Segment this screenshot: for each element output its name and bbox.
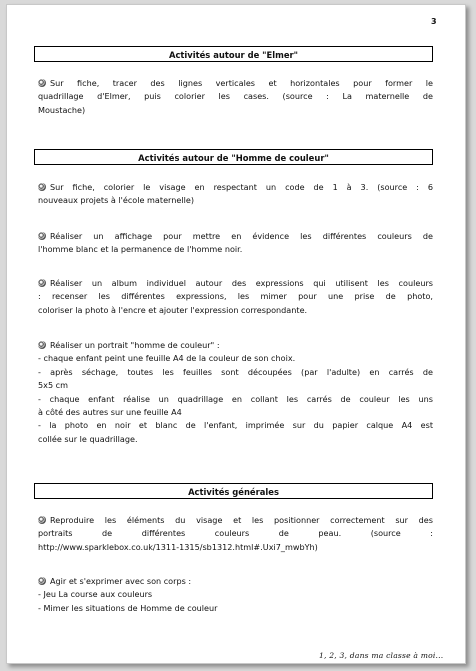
bullet-icon [38, 516, 46, 524]
paragraph-album [38, 277, 433, 317]
paragraph-elmer-grid [38, 77, 433, 117]
text-line: Agir et s'exprimer avec son corps : [38, 575, 433, 588]
page-number: 3 [431, 17, 437, 26]
text-line: l'homme blanc et la permanence de l'homme noir. [38, 244, 243, 255]
text-line: Sur fiche, colorier le visage en respectant un code de 1 à 3. (source : 6 [38, 181, 433, 194]
section-title-elmer: Activités autour de "Elmer" [34, 46, 433, 62]
footer-signature: 1, 2, 3, dans ma classe à moi... [319, 651, 444, 660]
text-line: portraits de différentes couleurs de peau. (source : [38, 528, 433, 539]
text-line: nouveaux projets à l'école maternelle) [38, 195, 194, 206]
list-item: - Mimer les situations de Homme de couleur [38, 602, 218, 613]
list-item: 5x5 cm [38, 380, 68, 391]
paragraph-color-face [38, 181, 433, 208]
list-item: - la photo en noir et blanc de l'enfant, imprimée sur du papier calque A4 est [38, 420, 433, 431]
paragraph-face-elements [38, 514, 433, 554]
list-item: - Jeu La course aux couleurs [38, 589, 153, 600]
bullet-icon [38, 232, 46, 240]
text-line: Reproduire les éléments du visage et les positionner correctement sur des [38, 514, 433, 527]
text-line: Réaliser un album individuel autour des expressions qui utilisent les couleurs [38, 277, 433, 290]
paragraph-display [38, 230, 433, 257]
bullet-icon [38, 79, 46, 87]
text-line: coloriser la photo à l'encre et ajouter l'expression correspondante. [38, 304, 308, 315]
paragraph-body-expression [38, 575, 433, 615]
text-line: quadrillage d'Elmer, puis colorier les cases. (source : La maternelle de [38, 91, 433, 102]
list-item: - après séchage, toutes les feuilles sont découpées (par l'adulte) en carrés de [38, 366, 433, 377]
document-page [6, 4, 466, 664]
bullet-icon [38, 577, 46, 585]
list-item: - chaque enfant peint une feuille A4 de la couleur de son choix. [38, 353, 296, 364]
bullet-icon [38, 279, 46, 287]
source-link[interactable]: http://www.sparklebox.co.uk/1311-1315/sb1312.html#.Uxi7_mwbYh) [38, 541, 318, 552]
text-line: Sur fiche, tracer des lignes verticales et horizontales pour former le [38, 77, 433, 90]
paragraph-portrait [38, 339, 433, 446]
text-line: Moustache) [38, 104, 86, 115]
text-line: Réaliser un portrait "homme de couleur" : [38, 339, 433, 352]
section-title-homme-de-couleur: Activités autour de "Homme de couleur" [34, 149, 433, 165]
list-item: à côté des autres sur une feuille A4 [38, 407, 182, 418]
section-title-activites-generales: Activités générales [34, 483, 433, 499]
text-line: : recenser les différentes expressions, les mimer pour une prise de photo, [38, 291, 433, 302]
list-item: - chaque enfant réalise un quadrillage en collant les carrés de couleur les uns [38, 393, 433, 404]
list-item: collée sur le quadrillage. [38, 433, 138, 444]
text-line: Réaliser un affichage pour mettre en évidence les différentes couleurs de [38, 230, 433, 243]
bullet-icon [38, 183, 46, 191]
bullet-icon [38, 341, 46, 349]
